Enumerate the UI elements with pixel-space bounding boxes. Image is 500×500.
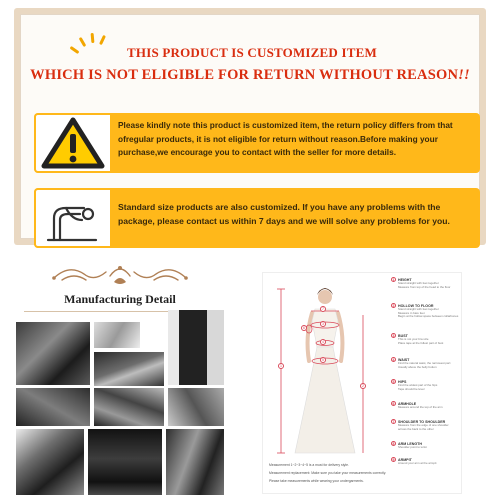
guide-item-8	[391, 441, 461, 450]
warning-triangle-icon	[36, 115, 110, 171]
marker-height: 1	[278, 363, 284, 369]
guide-item-9	[391, 457, 461, 466]
photo-hand-stitching	[16, 429, 84, 495]
guide-num: 6	[392, 402, 395, 406]
guide-num: 7	[392, 420, 395, 424]
guide-item-1	[391, 277, 461, 289]
return-policy-text: Please kindly note this product is customized item, the return policy differs from that ofregular products, it is not eligible for return without reason.Before making your purchase,we encourage you to contact with the seller for more details.	[118, 120, 453, 158]
marker-hollow-to-floor: 2	[360, 383, 366, 389]
guide-desc: Find the widest part of the hips Tape should be level	[398, 383, 438, 391]
photo-jacket-closeup	[166, 429, 224, 495]
guide-desc: Around your arm at the armpit	[398, 461, 437, 465]
guide-label: WAIST	[398, 357, 410, 362]
guide-num: 9	[392, 458, 395, 462]
guide-item-7	[391, 419, 461, 431]
guide-item-3	[391, 333, 461, 345]
guide-label: ARMPIT	[398, 457, 412, 462]
measurement-note-3: Please take measurements while wearing your undergarments.	[269, 479, 364, 483]
return-policy-panel	[34, 113, 480, 173]
guide-num: 8	[392, 442, 395, 446]
guide-desc: Measure around the top of the arm	[398, 405, 443, 409]
photo-lace-sewing	[16, 322, 90, 385]
guide-desc: Stand straight with feet together Measure from top of the head to the floor	[398, 281, 451, 289]
guide-label: HEIGHT	[398, 277, 412, 282]
guide-item-4	[391, 357, 461, 369]
notice-title-line2-text: WHICH IS NOT ELIGIBLE FOR RETURN WITHOUT REASON	[30, 67, 459, 83]
manufacturing-detail-title: Manufacturing Detail	[64, 292, 176, 306]
standard-size-panel	[34, 188, 480, 248]
notice-card	[20, 14, 480, 239]
warning-icon-box	[34, 113, 112, 173]
guide-label: ARM LENGTH	[398, 441, 422, 446]
guide-num: 3	[392, 334, 395, 338]
customized-item-notice	[14, 8, 486, 245]
photo-lace-detail	[94, 322, 140, 348]
guide-label: ARMHOLE	[398, 401, 417, 406]
bowing-person-icon	[36, 190, 110, 246]
measurement-note-2: Measurement replacement: Make sure you take your measurements correctly.	[269, 471, 387, 475]
guide-item-5	[391, 379, 461, 391]
measurement-note-1: Measurement 1~2~3~4~5 is a must for delivery style.	[269, 463, 349, 467]
photo-sewing-machine	[94, 352, 164, 386]
measurement-guide	[262, 272, 462, 494]
marker-waist: 4	[320, 339, 326, 345]
notice-title-line2	[21, 67, 479, 84]
notice-title-exclamations: !!	[458, 67, 470, 83]
manufacturing-detail-section	[14, 260, 226, 495]
guide-item-6	[391, 401, 461, 410]
photo-tailor-suit	[168, 310, 224, 385]
guide-desc: Stand straight with feet together Measure in bare feet Begin at the hollow space between collarbones	[398, 307, 459, 319]
marker-armhole: 6	[301, 325, 307, 331]
guide-desc: Find the natural waist, the narrowest part Usually above the belly button	[398, 361, 451, 369]
photo-leather-detail	[88, 429, 162, 495]
guide-num: 5	[392, 380, 395, 384]
guide-desc: Shoulder point to wrist	[398, 445, 427, 449]
guide-desc: Measure from the edge of one shoulder across the back to the other	[398, 423, 449, 431]
marker-shoulder: 7	[320, 306, 326, 312]
photo-workshop	[94, 388, 164, 426]
guide-label: HOLLOW TO FLOOR	[398, 303, 434, 308]
guide-desc: This is not your bra size Place tape at the fullest part of bust	[398, 337, 444, 345]
guide-label: HIPS	[398, 379, 407, 384]
guide-num: 2	[392, 304, 395, 308]
guide-num: 4	[392, 358, 395, 362]
guide-label: SHOULDER TO SHOULDER	[398, 419, 446, 424]
guide-num: 1	[392, 278, 395, 282]
bow-icon-box	[34, 188, 112, 248]
marker-bust: 3	[320, 321, 326, 327]
standard-size-text: Standard size products are also customized. If you have any problems with the package, please contact us within 7 days and we will solve any problems for you.	[118, 202, 450, 226]
photo-measuring	[168, 388, 224, 426]
guide-item-2	[391, 303, 461, 319]
photo-fabric-cutting	[16, 388, 90, 426]
scroll-ornament-icon	[14, 260, 226, 290]
guide-label: BUST	[398, 333, 408, 338]
marker-hips: 5	[320, 357, 326, 363]
notice-title-line1: THIS PRODUCT IS CUSTOMIZED ITEM	[127, 45, 377, 60]
